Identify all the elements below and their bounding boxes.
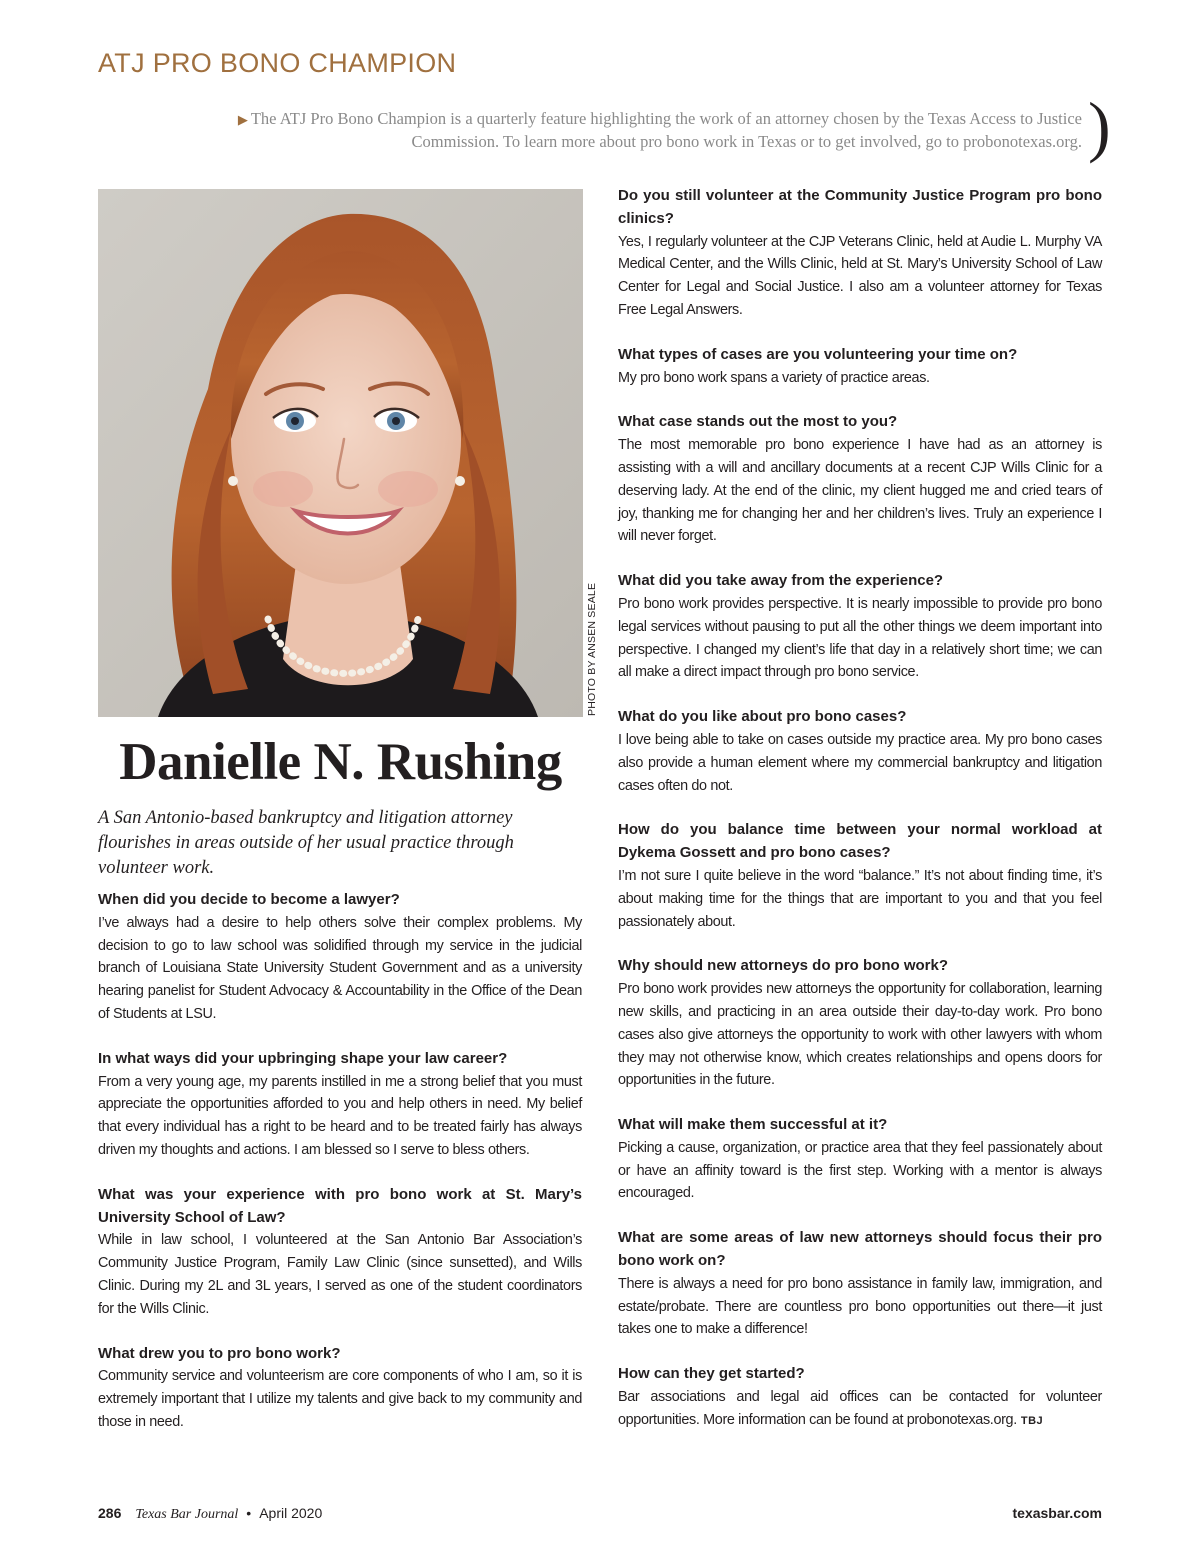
- answer: While in law school, I volunteered at the San Antonio Bar Association’s Community Justice Program, Family Law Clinic (since sunsetted), and Wills Clinic. During my 2L and 3L years, I served as one of the student coordinators for the Wills Clinic.: [98, 1232, 582, 1317]
- question: How do you balance time between your normal workload at Dykema Gossett and pro bono cases?: [618, 821, 1102, 862]
- question: What will make them successful at it?: [618, 1116, 888, 1134]
- question: What do you like about pro bono cases?: [618, 708, 907, 726]
- answer: Picking a cause, organization, or practice area that they feel passionately about or have an affinity toward is the first step. Working with a mentor is always encouraged.: [618, 1139, 1102, 1202]
- footer-website: texasbar.com: [1012, 1505, 1102, 1521]
- question: What types of cases are you volunteering your time on?: [618, 345, 1018, 363]
- answer: [618, 1386, 1102, 1433]
- question: When did you decide to become a lawyer?: [98, 891, 400, 908]
- qa-item: [618, 570, 1102, 684]
- qa-item: [98, 889, 582, 1026]
- left-column: [98, 889, 582, 1456]
- qa-item: [98, 1343, 582, 1434]
- right-column: [618, 185, 1102, 1455]
- question: What are some areas of law new attorneys should focus their pro bono work on?: [618, 1229, 1102, 1270]
- photo-credit: PHOTO BY ANSEN SEALE: [586, 582, 598, 716]
- end-mark: TBJ: [1020, 1414, 1044, 1427]
- answer: Yes, I regularly volunteer at the CJP Veterans Clinic, held at Audie L. Murphy VA Medical Center, and the Wills Clinic, held at St. Mary’s University School of Law Center for Legal and Social Justice. I also am a volunteer attorney for Texas Free Legal Answers.: [618, 233, 1102, 318]
- answer: I love being able to take on cases outside my practice area. My pro bono cases also provide a human element where my commercial bankruptcy and litigation cases often do not.: [618, 731, 1102, 794]
- answer: I’ve always had a desire to help others solve their complex problems. My decision to go to law school was solidified through my service in the judicial branch of Louisiana State University Student Government and as a university hearing panelist for Student Advocacy & Accountability in the Office of the Dean of Students at LSU.: [98, 914, 582, 1022]
- question: What did you take away from the experience?: [618, 572, 944, 590]
- section-title: ATJ PRO BONO CHAMPION: [98, 48, 457, 78]
- footer-left: [98, 1505, 322, 1523]
- page-number: 286: [98, 1505, 122, 1521]
- question: Do you still volunteer at the Community Justice Program pro bono clinics?: [618, 187, 1102, 227]
- qa-item: [618, 411, 1102, 548]
- question: Why should new attorneys do pro bono work?: [618, 957, 948, 975]
- answer: My pro bono work spans a variety of practice areas.: [618, 369, 930, 386]
- journal-name: Texas Bar Journal: [135, 1507, 239, 1522]
- answer: The most memorable pro bono experience I have had as an attorney is assisting with a will and ancillary documents at a recent CJP Wills Clinic for a deserving lady. At the end of the clinic, my client hugged me and cried tears of joy, thanking me for changing her and her children’s lives. Truly an experience I will never forget.: [618, 437, 1102, 545]
- intro-blurb: [160, 108, 1082, 153]
- qa-item: [618, 1363, 1102, 1432]
- qa-item: [618, 706, 1102, 797]
- qa-item: [618, 344, 1102, 390]
- answer: Pro bono work provides perspective. It is nearly impossible to provide pro bono legal services without pausing to put all the other things we deem important into perspective. I changed my client’s life that day in a relatively short time; we can all make a direct impact through pro bono service.: [618, 595, 1102, 681]
- answer: From a very young age, my parents instilled in me a strong belief that you must appreciate the opportunities afforded to you and help others in need. My belief that every individual has a right to be heard and to be treated fairly has always driven my thoughts and actions. I am blessed so I serve to bless others.: [98, 1073, 582, 1158]
- bullet-separator: •: [246, 1505, 252, 1521]
- answer: There is always a need for pro bono assistance in family law, immigration, and estate/probate. There are countless pro bono opportunities out there—it just takes one to make a difference!: [618, 1275, 1102, 1338]
- qa-item: [618, 185, 1102, 322]
- question: How can they get started?: [618, 1365, 805, 1383]
- question: What was your experience with pro bono work at St. Mary’s University School of Law?: [98, 1185, 582, 1226]
- qa-item: [98, 1184, 582, 1321]
- question: What case stands out the most to you?: [618, 413, 898, 431]
- question: What drew you to pro bono work?: [98, 1344, 341, 1362]
- answer: Community service and volunteerism are core components of who I am, so it is extremely important that I utilize my talents and give back to my community and those in need.: [98, 1368, 582, 1430]
- answer: I’m not sure I quite believe in the word “balance.” It’s not about finding time, it’s about making time for the things that are important to you and that you feel passionately about.: [618, 867, 1102, 930]
- intro-text: The ATJ Pro Bono Champion is a quarterly feature highlighting the work of an attorney chosen by the Texas Access to Justice Commission. To learn more about pro bono work in Texas or to get involved, go to probonotexas.org.: [250, 109, 1082, 151]
- answer-text: Bar associations and legal aid offices can be contacted for volunteer opportunities. More information can be found at probonotexas.org.: [618, 1389, 1102, 1428]
- qa-item: [98, 1048, 582, 1162]
- profile-deck: A San Antonio-based bankruptcy and litigation attorney flourishes in areas outside of her usual practice through volunteer work.: [98, 808, 514, 878]
- profile-name: Danielle N. Rushing: [119, 733, 562, 791]
- answer: Pro bono work provides new attorneys the opportunity for collaboration, learning new skills, and practicing in an area outside their day-to-day work. Pro bono cases also give attorneys the opportunity to work with other lawyers with whom they may not otherwise know, which creates relationships and opens doors for opportunities in the future.: [618, 981, 1102, 1089]
- qa-item: [618, 955, 1102, 1092]
- question: In what ways did your upbringing shape your law career?: [98, 1049, 508, 1067]
- qa-item: [618, 1114, 1102, 1205]
- qa-item: [618, 819, 1102, 933]
- decorative-parenthesis: ): [1088, 88, 1111, 164]
- triangle-bullet-icon: ▶: [237, 112, 248, 127]
- portrait-photo: [98, 189, 583, 717]
- qa-item: [618, 1227, 1102, 1341]
- issue-date: April 2020: [259, 1505, 323, 1521]
- portrait-illustration: [98, 189, 583, 717]
